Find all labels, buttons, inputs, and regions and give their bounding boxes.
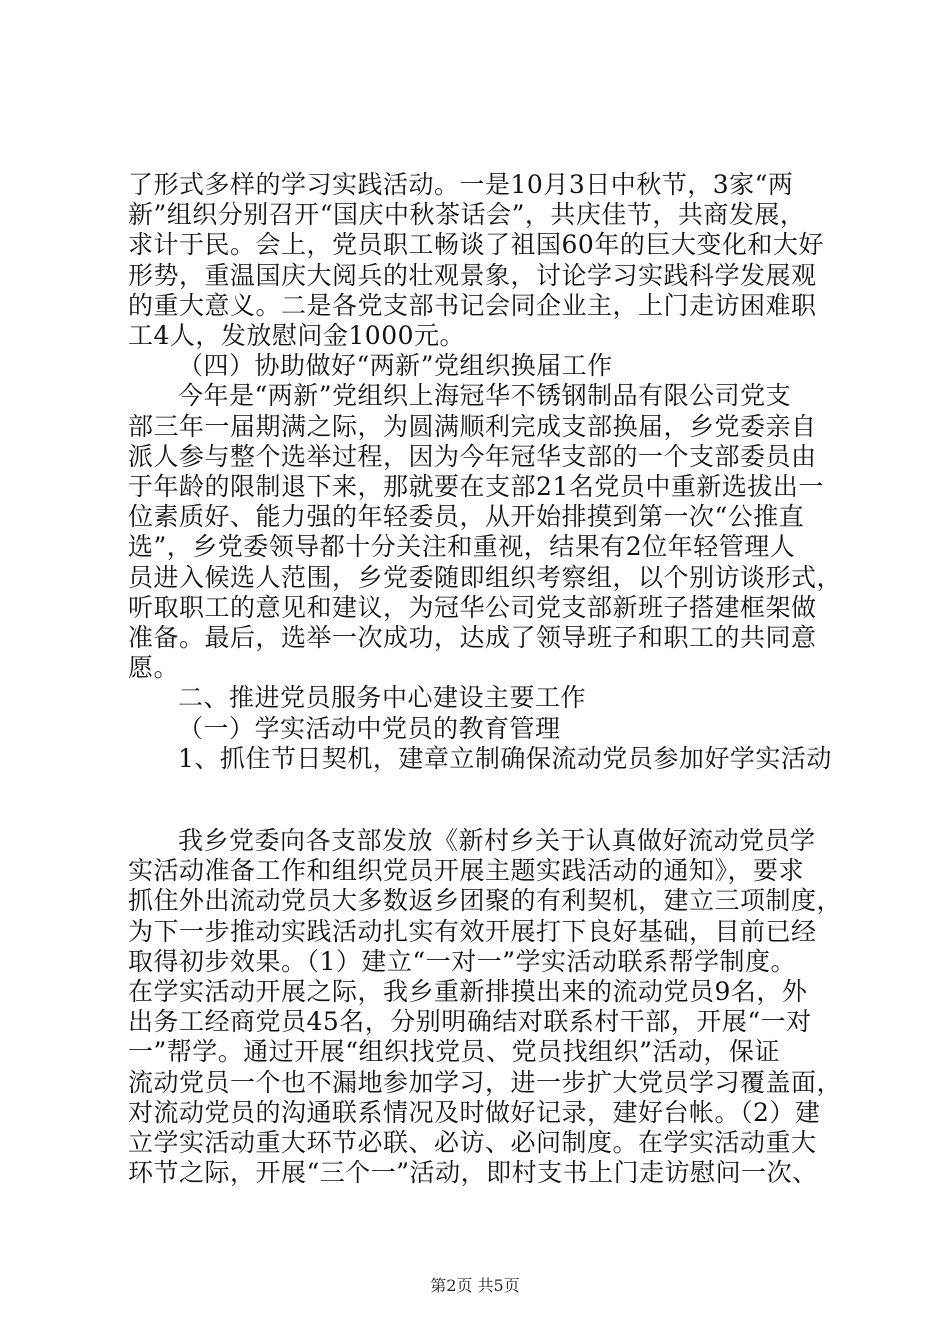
paragraph-line-5: 的重大意义。二是各党支部书记会同企业主，上门走访困难职 [128, 291, 817, 320]
paragraph-line-10: 派人参与整个选举过程，因为今年冠华支部的一个支部委员由 [128, 442, 817, 471]
paragraph-line-24: 为下一步推动实践活动扎实有效开展打下良好基础，目前已经 [128, 917, 817, 946]
paragraph-line-32: 环节之际，开展“三个一”活动，即村支书上门走访慰问一次、 [128, 1158, 818, 1187]
paragraph-line-22: 实活动准备工作和组织党员开展主题实践活动的通知》，要求 [128, 856, 805, 885]
paragraph-line-21: 我乡党委向各支部发放《新村乡关于认真做好流动党员学 [178, 826, 816, 855]
paragraph-line-8: 今年是“两新”党组织上海冠华不锈钢制品有限公司党支 [178, 381, 792, 410]
paragraph-line-27: 出务工经商党员45名，分别明确结对联系村干部，开展“一对 [128, 1007, 812, 1036]
paragraph-line-23: 抓住外出流动党员大多数返乡团聚的有利契机，建立三项制度， [128, 886, 843, 915]
section-heading-4: （四）协助做好“两新”党组织换届工作 [178, 351, 613, 380]
paragraph-line-11: 于年龄的限制退下来，那就要在支部21名党员中重新选拔出一 [128, 472, 824, 501]
paragraph-line-9: 部三年一届期满之际，为圆满顺利完成支部换届，乡党委亲自 [128, 412, 817, 441]
paragraph-line-6: 工4人，发放慰问金1000元。 [128, 321, 466, 350]
paragraph-line-13: 选”，乡党委领导都十分关注和重视，结果有2位年轻管理人 [128, 532, 796, 561]
paragraph-line-2: 新”组织分别召开“国庆中秋茶话会”，共庆佳节，共商发展， [128, 200, 806, 229]
paragraph-line-25: 取得初步效果。（1）建立“一对一”学实活动联系帮学制度。 [128, 947, 796, 976]
paragraph-line-29: 流动党员一个也不漏地参加学习，进一步扩大党员学习覆盖面， [128, 1068, 843, 1097]
paragraph-line-1: 了形式多样的学习实践活动。一是10月3日中秋节，3家“两 [128, 170, 794, 199]
paragraph-line-31: 立学实活动重大环节必联、必访、必问制度。在学实活动重大 [128, 1128, 817, 1157]
paragraph-line-4: 形势，重温国庆大阅兵的壮观景象，讨论学习实践科学发展观 [128, 261, 817, 290]
paragraph-line-16: 准备。最后，选举一次成功，达成了领导班子和职工的共同意 [128, 623, 817, 652]
page-footer: 第2页 共5页 [430, 1276, 520, 1295]
paragraph-line-14: 员进入候选人范围，乡党委随即组织考察组，以个别访谈形式， [128, 563, 843, 592]
section-heading-2: 二、推进党员服务中心建设主要工作 [178, 683, 587, 712]
paragraph-line-3: 求计于民。会上，党员职工畅谈了祖国60年的巨大变化和大好 [128, 230, 824, 259]
paragraph-line-12: 位素质好、能力强的年轻委员，从开始排摸到第一次“公推直 [128, 502, 805, 531]
subsection-heading-1: （一）学实活动中党员的教育管理 [178, 714, 561, 743]
paragraph-line-30: 对流动党员的沟通联系情况及时做好记录，建好台帐。（2）建 [128, 1098, 821, 1127]
paragraph-line-17: 愿。 [128, 653, 180, 682]
paragraph-line-28: 一”帮学。通过开展“组织找党员、党员找组织”活动，保证 [128, 1037, 780, 1066]
paragraph-line-15: 听取职工的意见和建议，为冠华公司党支部新班子搭建框架做 [128, 593, 817, 622]
paragraph-line-26: 在学实活动开展之际，我乡重新排摸出来的流动党员9名，外 [128, 977, 808, 1006]
item-heading-1: 1、抓住节日契机，建章立制确保流动党员参加好学实活动 [178, 744, 832, 773]
